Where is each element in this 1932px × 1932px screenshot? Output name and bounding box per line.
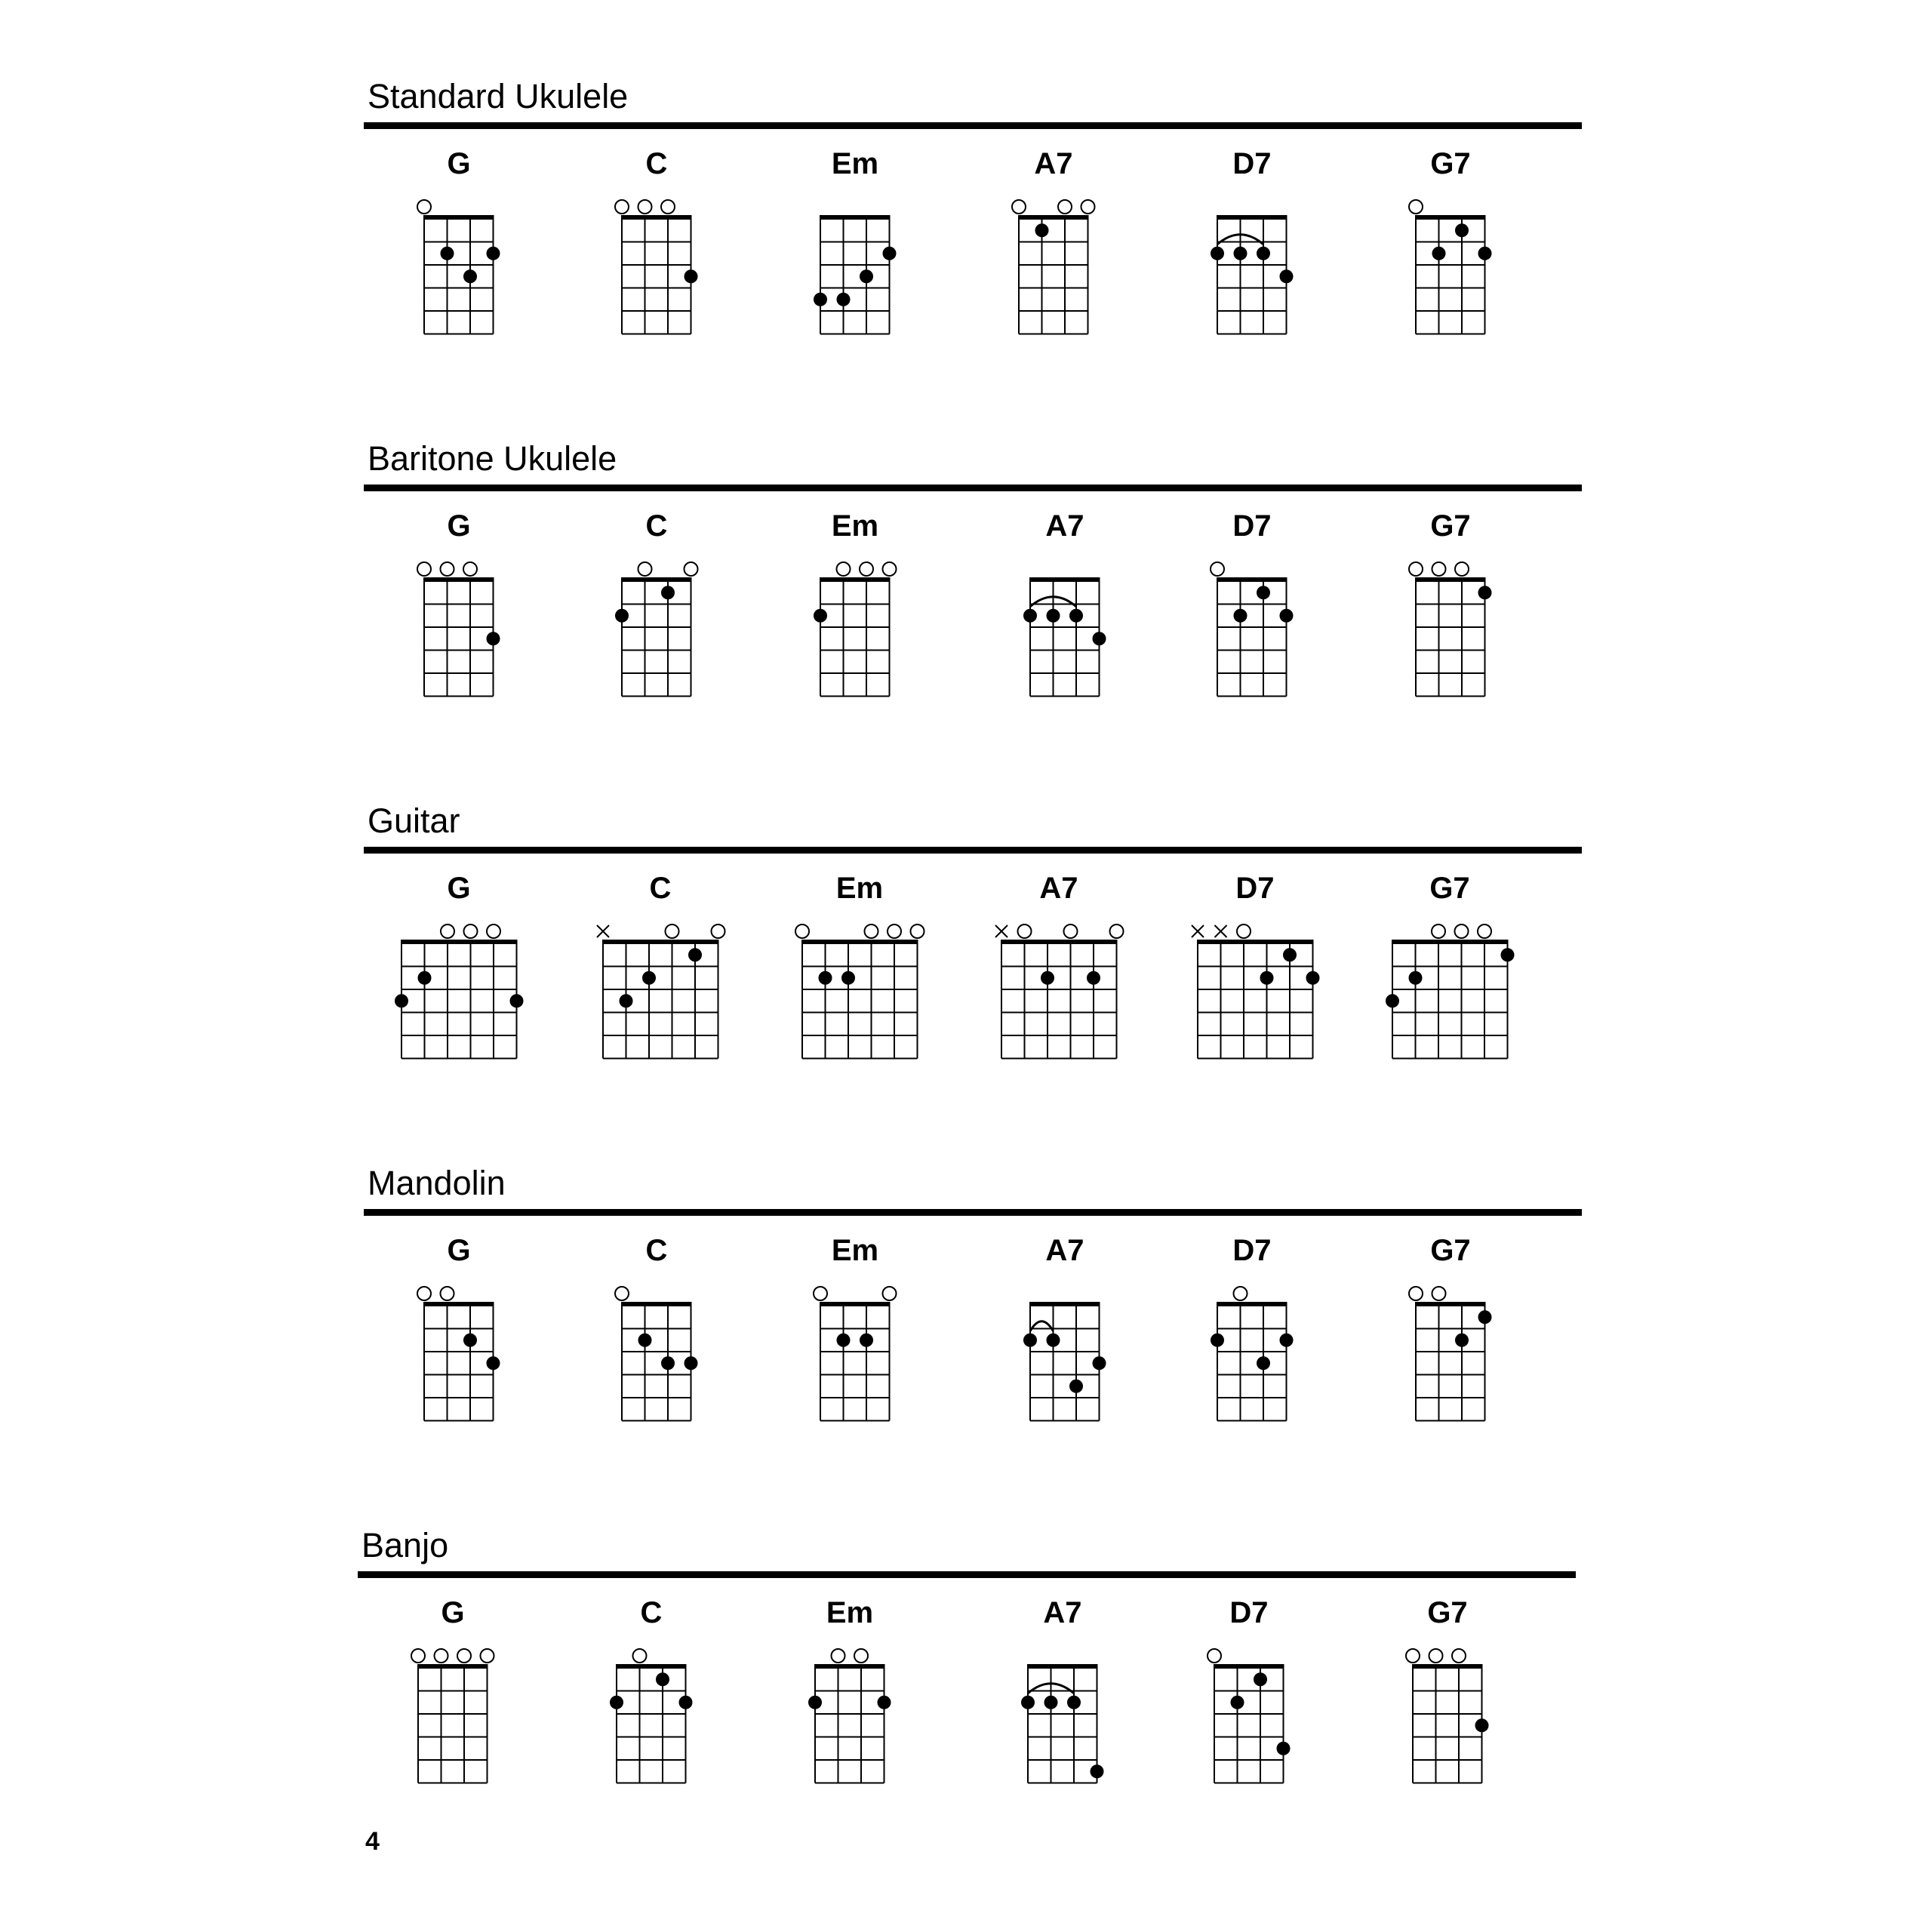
open-string-marker (661, 200, 675, 214)
chord-name: D7 (1232, 147, 1272, 180)
finger-dot (487, 632, 500, 645)
finger-dot (1455, 1334, 1469, 1347)
chord-name: C (649, 872, 672, 905)
open-string-marker (487, 924, 500, 938)
open-string-marker (1432, 924, 1445, 938)
open-string-marker (665, 924, 678, 938)
nut (621, 577, 692, 582)
finger-dot (656, 1672, 669, 1686)
open-string-marker (685, 562, 698, 576)
open-string-marker (1429, 1649, 1443, 1663)
finger-dot (1211, 1334, 1224, 1347)
fretboard-grid (1217, 1302, 1287, 1421)
section-divider (364, 847, 1582, 854)
nut (616, 1664, 687, 1669)
finger-dot (1478, 586, 1492, 599)
chord-diagram (982, 913, 1137, 1074)
chord-name: G7 (1427, 1596, 1468, 1629)
finger-dot (837, 293, 851, 306)
section-title: Mandolin (368, 1164, 506, 1202)
open-string-marker (1454, 924, 1468, 938)
fretboard-grid (423, 577, 494, 697)
nut (1217, 215, 1287, 220)
finger-dot (685, 1356, 698, 1370)
chord-diagram (405, 551, 513, 712)
muted-string-marker (1214, 925, 1226, 937)
fretboard-grid (616, 1664, 687, 1783)
nut (814, 1664, 885, 1669)
finger-dot (1478, 1310, 1492, 1324)
nut (1001, 940, 1118, 944)
fretboard-grid (1217, 215, 1287, 334)
open-string-marker (883, 562, 897, 576)
finger-dot (1257, 586, 1270, 599)
chord-name: G (447, 872, 471, 905)
chord-diagram (1393, 1638, 1502, 1798)
nut (1018, 215, 1089, 220)
finger-dot (1069, 1380, 1083, 1393)
fretboard-grid (1415, 577, 1486, 697)
open-string-marker (1081, 200, 1095, 214)
chord-diagram (602, 551, 711, 712)
section-divider (364, 1209, 1582, 1216)
open-string-marker (481, 1649, 494, 1663)
fretboard-grid (1415, 1302, 1486, 1421)
fretboard-grid (820, 577, 891, 697)
open-string-marker (615, 1287, 629, 1300)
finger-dot (1023, 609, 1037, 623)
chord-diagram (1008, 1638, 1117, 1798)
nut (602, 940, 719, 944)
chord-name: G (441, 1596, 465, 1629)
finger-dot (1455, 223, 1469, 237)
open-string-marker (615, 200, 629, 214)
open-string-marker (1063, 924, 1077, 938)
finger-dot (1035, 223, 1049, 237)
section-divider (364, 485, 1582, 491)
finger-dot (1091, 1764, 1104, 1778)
finger-dot (818, 971, 832, 985)
nut (820, 215, 891, 220)
finger-dot (1093, 632, 1106, 645)
chord-diagram (1373, 913, 1527, 1074)
finger-dot (1280, 269, 1294, 283)
nut (423, 577, 494, 582)
chord-diagram (795, 1638, 904, 1798)
chord-diagram (801, 551, 909, 712)
open-string-marker (417, 1287, 431, 1300)
finger-dot (1021, 1696, 1035, 1709)
fretboard-grid (417, 1664, 488, 1783)
finger-dot (688, 948, 702, 961)
open-string-marker (417, 200, 431, 214)
open-string-marker (1058, 200, 1072, 214)
open-string-marker (441, 562, 454, 576)
nut (1415, 215, 1486, 220)
finger-dot (615, 609, 629, 623)
chord-name: A7 (1045, 509, 1084, 543)
finger-dot (1257, 1356, 1270, 1370)
chord-diagram (801, 1275, 909, 1436)
chord-diagram (801, 189, 909, 349)
open-string-marker (814, 1287, 827, 1300)
chord-name: G7 (1430, 1234, 1471, 1267)
chord-name: A7 (1045, 1234, 1084, 1267)
finger-dot (808, 1696, 822, 1709)
open-string-marker (864, 924, 878, 938)
finger-dot (441, 247, 454, 260)
fretboard-grid (801, 940, 918, 1059)
fretboard-grid (820, 1302, 891, 1421)
open-string-marker (463, 562, 477, 576)
chord-diagram (1396, 551, 1505, 712)
open-string-marker (638, 562, 652, 576)
finger-dot (814, 293, 827, 306)
finger-dot (1277, 1742, 1291, 1755)
finger-dot (685, 269, 698, 283)
finger-dot (837, 1334, 851, 1347)
finger-dot (878, 1696, 891, 1709)
open-string-marker (1012, 200, 1026, 214)
nut (423, 1302, 494, 1306)
finger-dot (860, 1334, 873, 1347)
chord-name: D7 (1229, 1596, 1269, 1629)
finger-dot (1283, 948, 1297, 961)
finger-dot (1478, 247, 1492, 260)
fretboard-grid (1029, 1302, 1100, 1421)
open-string-marker (638, 200, 652, 214)
nut (401, 940, 518, 944)
chord-name: D7 (1235, 872, 1275, 905)
finger-dot (610, 1696, 623, 1709)
fretboard-grid (1412, 1664, 1483, 1783)
fretboard-grid (1392, 940, 1509, 1059)
finger-dot (814, 609, 827, 623)
finger-dot (1069, 609, 1083, 623)
finger-dot (1231, 1696, 1244, 1709)
chord-name: C (640, 1596, 663, 1629)
finger-dot (638, 1334, 652, 1347)
section-divider (364, 122, 1582, 129)
open-string-marker (910, 924, 924, 938)
finger-dot (1067, 1696, 1081, 1709)
finger-dot (1047, 1334, 1060, 1347)
chord-name: Em (835, 872, 884, 905)
open-string-marker (1208, 1649, 1221, 1663)
chord-name: G7 (1430, 509, 1471, 543)
fretboard-grid (1027, 1664, 1098, 1783)
finger-dot (1257, 247, 1270, 260)
finger-dot (841, 971, 855, 985)
chord-diagram (602, 1275, 711, 1436)
chord-name: Em (831, 1234, 879, 1267)
open-string-marker (837, 562, 851, 576)
nut (1392, 940, 1509, 944)
nut (801, 940, 918, 944)
open-string-marker (1237, 924, 1251, 938)
fretboard-grid (423, 1302, 494, 1421)
finger-dot (883, 247, 897, 260)
chord-name: C (645, 147, 668, 180)
chord-name: G (447, 1234, 471, 1267)
chord-name: D7 (1232, 509, 1272, 543)
open-string-marker (1409, 1287, 1423, 1300)
chord-diagram (1396, 189, 1505, 349)
fretboard-grid (621, 1302, 692, 1421)
finger-dot (463, 1334, 477, 1347)
finger-dot (619, 994, 632, 1008)
finger-dot (661, 586, 675, 599)
nut (621, 1302, 692, 1306)
chord-name: Em (826, 1596, 874, 1629)
chord-diagram (1396, 1275, 1505, 1436)
fretboard-grid (814, 1664, 885, 1783)
finger-dot (1093, 1356, 1106, 1370)
open-string-marker (1409, 200, 1423, 214)
chord-name: G (447, 147, 471, 180)
fretboard-grid (621, 215, 692, 334)
chord-diagram (597, 1638, 706, 1798)
nut (417, 1664, 488, 1669)
finger-dot (1280, 609, 1294, 623)
section-divider (358, 1571, 1576, 1578)
open-string-marker (1409, 562, 1423, 576)
finger-dot (1386, 994, 1399, 1008)
chord-diagram (583, 913, 738, 1074)
open-string-marker (457, 1649, 471, 1663)
chord-diagram (783, 913, 937, 1074)
open-string-marker (441, 924, 454, 938)
nut (1217, 577, 1287, 582)
open-string-marker (854, 1649, 868, 1663)
chord-diagram (1198, 551, 1306, 712)
nut (1197, 940, 1314, 944)
chord-name: A7 (1034, 147, 1073, 180)
finger-dot (1254, 1672, 1267, 1686)
finger-dot (395, 994, 408, 1008)
fretboard-grid (1029, 577, 1100, 697)
chord-diagram (398, 1638, 507, 1798)
fretboard-grid (1214, 1664, 1284, 1783)
muted-string-marker (995, 925, 1008, 937)
chord-name: G (447, 509, 471, 543)
open-string-marker (1109, 924, 1123, 938)
open-string-marker (1452, 1649, 1466, 1663)
open-string-marker (411, 1649, 425, 1663)
finger-dot (1475, 1718, 1489, 1732)
chord-diagram (1198, 189, 1306, 349)
finger-dot (1432, 247, 1446, 260)
section-title: Standard Ukulele (368, 77, 629, 115)
chord-diagram (405, 1275, 513, 1436)
finger-dot (1211, 247, 1224, 260)
open-string-marker (1211, 562, 1224, 576)
chord-diagram (405, 189, 513, 349)
finger-dot (509, 994, 523, 1008)
nut (820, 1302, 891, 1306)
chord-name: Em (831, 147, 879, 180)
section-title: Banjo (361, 1526, 449, 1564)
finger-dot (1408, 971, 1422, 985)
open-string-marker (883, 1287, 897, 1300)
chord-diagram (1198, 1275, 1306, 1436)
nut (1027, 1664, 1098, 1669)
chord-diagram (1011, 1275, 1119, 1436)
nut (1029, 1302, 1100, 1306)
barre-arc (1030, 1321, 1054, 1331)
fretboard-grid (401, 940, 518, 1059)
finger-dot (1041, 971, 1054, 985)
finger-dot (1306, 971, 1319, 985)
finger-dot (463, 269, 477, 283)
nut (1415, 577, 1486, 582)
chord-name: D7 (1232, 1234, 1272, 1267)
finger-dot (1280, 1334, 1294, 1347)
section-title: Baritone Ukulele (368, 439, 617, 478)
open-string-marker (888, 924, 901, 938)
open-string-marker (1017, 924, 1031, 938)
finger-dot (860, 269, 873, 283)
chord-name: Em (831, 509, 879, 543)
open-string-marker (711, 924, 724, 938)
finger-dot (1260, 971, 1273, 985)
finger-dot (487, 1356, 500, 1370)
chord-name: C (645, 1234, 668, 1267)
open-string-marker (860, 562, 873, 576)
open-string-marker (1478, 924, 1491, 938)
chord-diagram (999, 189, 1108, 349)
nut (820, 577, 891, 582)
fretboard-grid (1415, 215, 1486, 334)
open-string-marker (1432, 1287, 1446, 1300)
open-string-marker (435, 1649, 448, 1663)
open-string-marker (441, 1287, 454, 1300)
chord-name: G7 (1430, 147, 1471, 180)
fretboard-grid (1001, 940, 1118, 1059)
nut (1412, 1664, 1483, 1669)
open-string-marker (633, 1649, 647, 1663)
finger-dot (1087, 971, 1100, 985)
finger-dot (417, 971, 431, 985)
chord-diagram (602, 189, 711, 349)
page-number: 4 (365, 1827, 380, 1856)
fretboard-grid (423, 215, 494, 334)
open-string-marker (1455, 562, 1469, 576)
chord-name: G7 (1429, 872, 1470, 905)
finger-dot (642, 971, 656, 985)
muted-string-marker (597, 925, 609, 937)
nut (423, 215, 494, 220)
nut (1214, 1664, 1284, 1669)
muted-string-marker (1192, 925, 1204, 937)
chord-name: A7 (1039, 872, 1078, 905)
chord-diagram (382, 913, 537, 1074)
finger-dot (1234, 609, 1247, 623)
chord-diagram (1178, 913, 1333, 1074)
fretboard-grid (1217, 577, 1287, 697)
nut (1029, 577, 1100, 582)
finger-dot (679, 1696, 693, 1709)
finger-dot (487, 247, 500, 260)
fretboard-grid (1018, 215, 1089, 334)
finger-dot (1500, 948, 1514, 961)
open-string-marker (1432, 562, 1446, 576)
finger-dot (1234, 247, 1247, 260)
chord-name: C (645, 509, 668, 543)
finger-dot (1044, 1696, 1058, 1709)
nut (1415, 1302, 1486, 1306)
fretboard-grid (621, 577, 692, 697)
chord-diagram (1011, 551, 1119, 712)
nut (1217, 1302, 1287, 1306)
open-string-marker (795, 924, 809, 938)
open-string-marker (1406, 1649, 1420, 1663)
open-string-marker (832, 1649, 845, 1663)
open-string-marker (417, 562, 431, 576)
finger-dot (1047, 609, 1060, 623)
chord-diagram (1195, 1638, 1303, 1798)
open-string-marker (1234, 1287, 1247, 1300)
fretboard-grid (820, 215, 891, 334)
open-string-marker (463, 924, 477, 938)
section-title: Guitar (368, 801, 460, 840)
nut (621, 215, 692, 220)
finger-dot (661, 1356, 675, 1370)
chord-name: A7 (1043, 1596, 1082, 1629)
finger-dot (1023, 1334, 1037, 1347)
